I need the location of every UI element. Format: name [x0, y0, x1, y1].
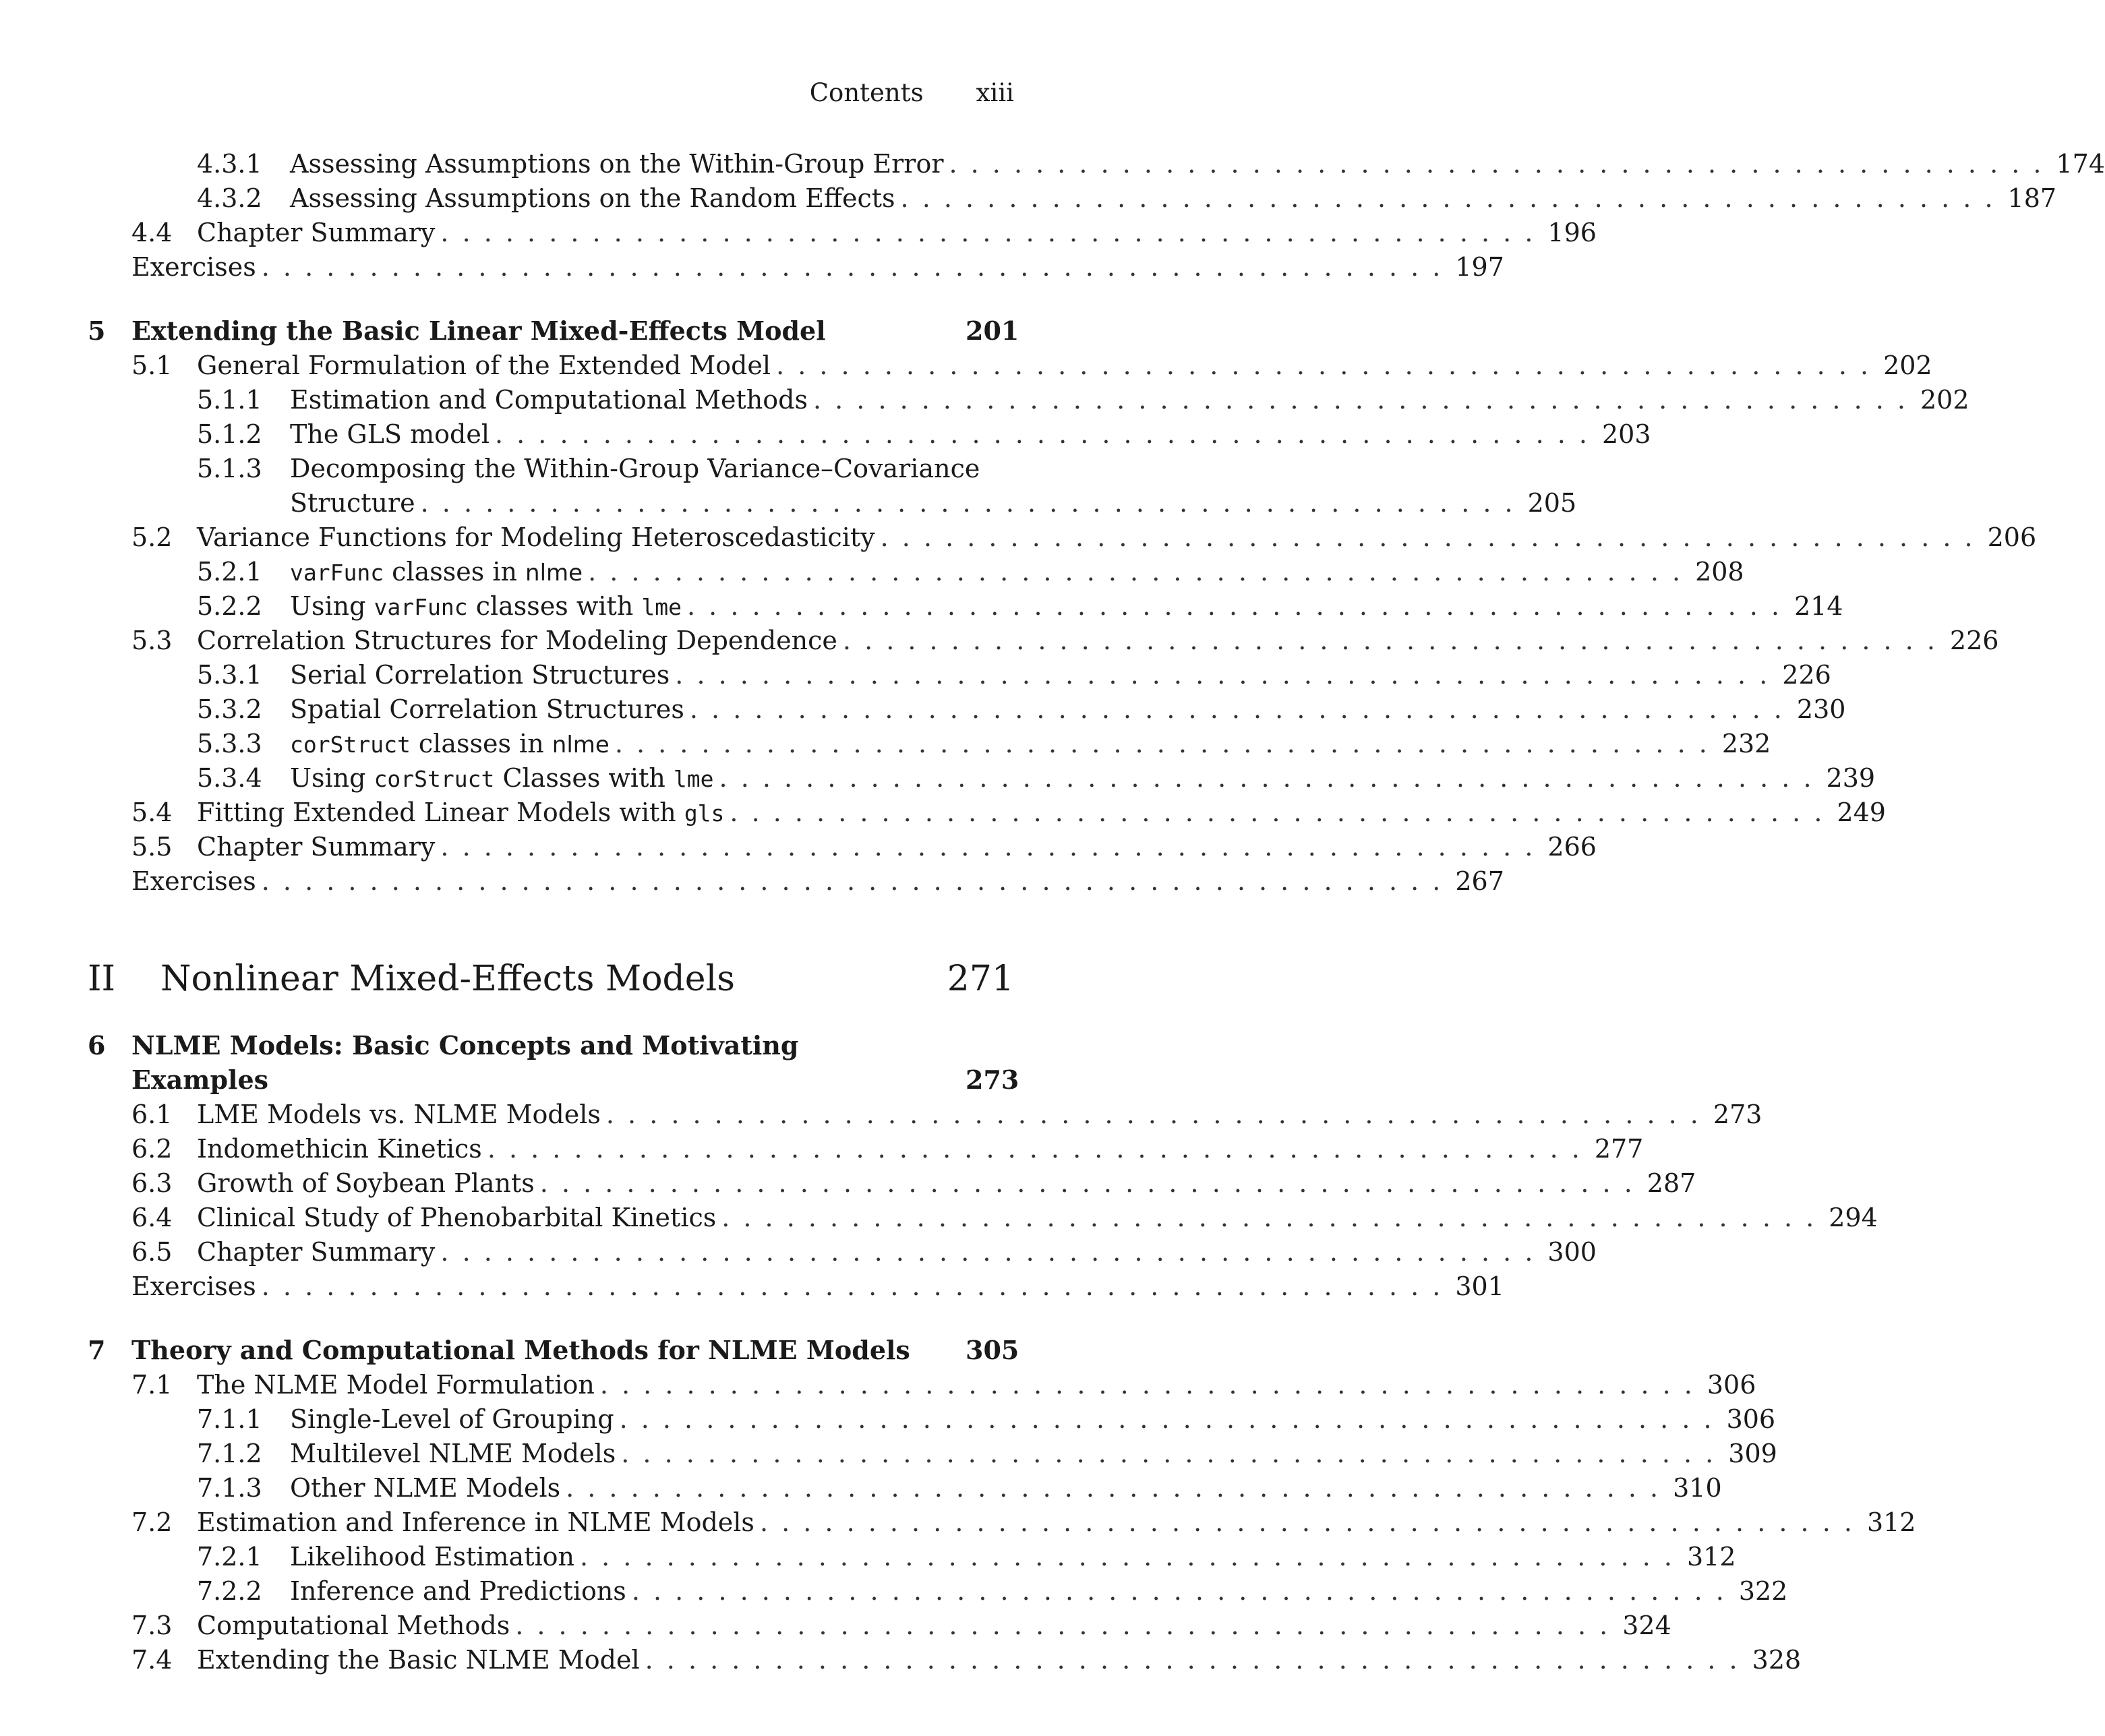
entry-title: Assessing Assumptions on the Within-Group Error — [290, 149, 944, 179]
toc-entry-5-3[interactable] — [0, 624, 1999, 657]
entry-title: Indomethicin Kinetics — [197, 1134, 482, 1164]
entry-title: Chapter Summary — [197, 1237, 436, 1267]
code-corstruct: corStruct — [290, 731, 411, 758]
entry-page: 267 — [1455, 866, 1504, 896]
toc-entry-5-1-3-cont[interactable] — [0, 486, 1577, 520]
entry-number: 7.2.1 — [197, 1542, 262, 1572]
entry-number: 5.3.4 — [197, 763, 262, 793]
dot-leader: . . . . . . . . . . . . . . . . . . . . . . . . . . . . . . . . . . . . . . . . . . . . . . . . . . . — [579, 1542, 1675, 1572]
chapter-title: Extending the Basic Linear Mixed-Effects Model — [131, 316, 826, 346]
entry-page: 324 — [1622, 1611, 1671, 1640]
entry-number: 4.4 — [131, 218, 173, 247]
toc-entry-7-2-2[interactable] — [0, 1574, 1788, 1608]
dot-leader: . . . . . . . . . . . . . . . . . . . . . . . . . . . . . . . . . . . . . . . . . . . . . . . . . . . — [721, 1203, 1817, 1232]
package-nlme: nlme — [552, 731, 610, 758]
toc-entry-6-1[interactable] — [0, 1098, 1762, 1131]
entry-page: 187 — [2007, 183, 2057, 213]
entry-title: Estimation and Computational Methods — [290, 385, 808, 415]
chapter-number: 5 — [88, 316, 106, 346]
entry-title: Growth of Soybean Plants — [197, 1168, 535, 1198]
toc-entry-7-1-3[interactable] — [0, 1471, 1722, 1505]
entry-number: 5.2.1 — [197, 557, 262, 587]
dot-leader: . . . . . . . . . . . . . . . . . . . . . . . . . . . . . . . . . . . . . . . . . . . . . . . . . . . — [605, 1100, 1701, 1129]
dot-leader: . . . . . . . . . . . . . . . . . . . . . . . . . . . . . . . . . . . . . . . . . . . . . . . . . . . — [599, 1370, 1695, 1400]
entry-page: 312 — [1686, 1542, 1736, 1572]
entry-title: Other NLME Models — [290, 1473, 561, 1503]
entry-page: 309 — [1728, 1439, 1777, 1468]
entry-title: The GLS model — [290, 419, 490, 449]
title-mid: classes with — [467, 591, 642, 621]
toc-entry-5-1[interactable] — [0, 349, 1932, 382]
toc-chapter-7[interactable] — [0, 1334, 1081, 1367]
entry-number: 5.1 — [131, 351, 173, 380]
entry-page: 208 — [1695, 557, 1744, 587]
entry-page: 301 — [1455, 1271, 1504, 1301]
entry-page: 300 — [1547, 1237, 1597, 1267]
entry-title: Correlation Structures for Modeling Dependence — [197, 626, 837, 655]
dot-leader: . . . . . . . . . . . . . . . . . . . . . . . . . . . . . . . . . . . . . . . . . . . . . . . . . . . — [675, 660, 1771, 690]
entry-title: Chapter Summary — [197, 832, 436, 862]
dot-leader: . . . . . . . . . . . . . . . . . . . . . . . . . . . . . . . . . . . . . . . . . . . . . . . . . . . — [689, 694, 1785, 724]
dot-leader: . . . . . . . . . . . . . . . . . . . . . . . . . . . . . . . . . . . . . . . . . . . . . . . . . . . — [842, 626, 1938, 655]
entry-title: Chapter Summary — [197, 218, 436, 247]
toc-entry-4-4[interactable] — [0, 216, 1597, 249]
dot-leader: . . . . . . . . . . . . . . . . . . . . . . . . . . . . . . . . . . . . . . . . . . . . . . . . . . . — [588, 557, 1684, 587]
dot-leader: . . . . . . . . . . . . . . . . . . . . . . . . . . . . . . . . . . . . . . . . . . . . . . . . . . . — [539, 1168, 1635, 1198]
entry-page: 266 — [1547, 832, 1597, 862]
entry-page: 277 — [1594, 1134, 1644, 1164]
title-pre: Using — [290, 591, 374, 621]
dot-leader: . . . . . . . . . . . . . . . . . . . . . . . . . . . . . . . . . . . . . . . . . . . . . . . . . . . — [440, 832, 1536, 862]
entry-number: 7.1.2 — [197, 1439, 262, 1468]
entry-page: 310 — [1673, 1473, 1722, 1503]
entry-number: 5.3.3 — [197, 729, 262, 758]
entry-page: 232 — [1721, 729, 1771, 758]
entry-title: Spatial Correlation Structures — [290, 694, 684, 724]
entry-title — [290, 761, 714, 796]
dot-leader: . . . . . . . . . . . . . . . . . . . . . . . . . . . . . . . . . . . . . . . . . . . . . . . . . . . — [900, 183, 1996, 213]
toc-entry-5-3-3[interactable] — [0, 727, 1771, 760]
entry-title: Likelihood Estimation — [290, 1542, 574, 1572]
entry-title: Estimation and Inference in NLME Models — [197, 1507, 754, 1537]
entry-number: 7.1 — [131, 1370, 173, 1400]
dot-leader: . . . . . . . . . . . . . . . . . . . . . . . . . . . . . . . . . . . . . . . . . . . . . . . . . . . — [440, 218, 1536, 247]
entry-number: 6.5 — [131, 1237, 173, 1267]
entry-page: 202 — [1883, 351, 1932, 380]
running-header — [810, 76, 1014, 109]
toc-entry-6-5[interactable] — [0, 1235, 1597, 1269]
toc-entry-5-1-2[interactable] — [0, 417, 1651, 451]
title-mid: Classes with — [494, 763, 674, 793]
entry-page: 306 — [1707, 1370, 1756, 1400]
part-number: II — [88, 959, 116, 999]
entry-title — [290, 555, 583, 590]
entry-number: 7.1.3 — [197, 1473, 262, 1503]
toc-entry-5-4[interactable] — [0, 796, 1886, 829]
toc-entry-6-2[interactable] — [0, 1132, 1644, 1166]
toc-entry-exercises-5[interactable] — [0, 864, 1504, 898]
toc-entry-7-3[interactable] — [0, 1609, 1671, 1642]
toc-entry-5-2-2[interactable] — [0, 589, 1843, 623]
entry-page: 239 — [1826, 763, 1876, 793]
dot-leader: . . . . . . . . . . . . . . . . . . . . . . . . . . . . . . . . . . . . . . . . . . . . . . . . . . . — [515, 1611, 1611, 1640]
entry-page: 214 — [1794, 591, 1843, 621]
entry-number: 4.3.1 — [197, 149, 262, 179]
entry-title: Single-Level of Grouping — [290, 1404, 614, 1434]
entry-title: Inference and Predictions — [290, 1576, 626, 1606]
title-pre: Fitting Extended Linear Models with — [197, 798, 684, 827]
entry-page: 226 — [1949, 626, 1999, 655]
chapter-number: 7 — [88, 1335, 106, 1365]
chapter-page: 273 — [966, 1065, 1019, 1095]
toc-entry-7-1-2[interactable] — [0, 1437, 1777, 1470]
entry-title — [197, 796, 724, 831]
dot-leader: . . . . . . . . . . . . . . . . . . . . . . . . . . . . . . . . . . . . . . . . . . . . . . . . . . . — [494, 419, 1590, 449]
entry-page: 226 — [1782, 660, 1831, 690]
entry-number: 7.2.2 — [197, 1576, 262, 1606]
toc-chapter-6-cont[interactable] — [0, 1063, 1081, 1097]
toc-entry-7-2-1[interactable] — [0, 1540, 1736, 1574]
entry-number: 5.1.3 — [197, 454, 262, 483]
entry-page: 328 — [1752, 1645, 1802, 1675]
entry-page: 205 — [1527, 488, 1577, 518]
entry-number: 4.3.2 — [197, 183, 262, 213]
entry-title: Clinical Study of Phenobarbital Kinetics — [197, 1203, 717, 1232]
dot-leader: . . . . . . . . . . . . . . . . . . . . . . . . . . . . . . . . . . . . . . . . . . . . . . . . . . . . . . . — [261, 866, 1444, 896]
title-mid: classes in — [410, 729, 552, 758]
toc-entry-5-3-2[interactable] — [0, 692, 1846, 726]
toc-entry-5-2-1[interactable] — [0, 555, 1744, 589]
dot-leader: . . . . . . . . . . . . . . . . . . . . . . . . . . . . . . . . . . . . . . . . . . . . . . . . . . . — [687, 591, 1782, 621]
entry-title: LME Models vs. NLME Models — [197, 1100, 601, 1129]
dot-leader: . . . . . . . . . . . . . . . . . . . . . . . . . . . . . . . . . . . . . . . . . . . . . . . . . . . — [645, 1645, 1740, 1675]
toc-entry-exercises-4[interactable] — [0, 250, 1504, 284]
dot-leader: . . . . . . . . . . . . . . . . . . . . . . . . . . . . . . . . . . . . . . . . . . . . . . . . . . . — [880, 522, 1976, 552]
entry-number: 5.1.2 — [197, 419, 262, 449]
entry-page: 206 — [1987, 522, 2037, 552]
dot-leader: . . . . . . . . . . . . . . . . . . . . . . . . . . . . . . . . . . . . . . . . . . . . . . . . . . . — [719, 763, 1814, 793]
entry-number: 5.2.2 — [197, 591, 262, 621]
entry-title: General Formulation of the Extended Model — [197, 351, 771, 380]
entry-title: Exercises — [131, 1271, 256, 1301]
code-varfunc: varFunc — [290, 560, 384, 586]
entry-title: Exercises — [131, 866, 256, 896]
toc-chapter-6[interactable] — [0, 1029, 1081, 1062]
header-page-number: xiii — [976, 78, 1014, 107]
dot-leader: . . . . . . . . . . . . . . . . . . . . . . . . . . . . . . . . . . . . . . . . . . . . . . . . . . . — [487, 1134, 1582, 1164]
entry-page: 203 — [1601, 419, 1651, 449]
toc-entry-5-2[interactable] — [0, 520, 2037, 554]
entry-number: 5.3 — [131, 626, 173, 655]
dot-leader: . . . . . . . . . . . . . . . . . . . . . . . . . . . . . . . . . . . . . . . . . . . . . . . . . . . — [949, 149, 2044, 179]
entry-number: 6.4 — [131, 1203, 173, 1232]
dot-leader: . . . . . . . . . . . . . . . . . . . . . . . . . . . . . . . . . . . . . . . . . . . . . . . . . . . — [420, 488, 1516, 518]
toc-entry-4-3-2[interactable] — [0, 181, 2057, 215]
entry-number: 5.4 — [131, 798, 173, 827]
entry-number: 5.3.2 — [197, 694, 262, 724]
toc-entry-5-3-1[interactable] — [0, 658, 1831, 692]
entry-number: 5.3.1 — [197, 660, 262, 690]
dot-leader: . . . . . . . . . . . . . . . . . . . . . . . . . . . . . . . . . . . . . . . . . . . . . . . . . . . . . . . — [261, 252, 1444, 282]
chapter-title-line1: NLME Models: Basic Concepts and Motivating — [131, 1030, 799, 1060]
header-title: Contents — [809, 78, 924, 107]
entry-title: Multilevel NLME Models — [290, 1439, 616, 1468]
dot-leader: . . . . . . . . . . . . . . . . . . . . . . . . . . . . . . . . . . . . . . . . . . . . . . . . . . . — [619, 1404, 1715, 1434]
toc-entry-6-4[interactable] — [0, 1201, 1878, 1234]
dot-leader: . . . . . . . . . . . . . . . . . . . . . . . . . . . . . . . . . . . . . . . . . . . . . . . . . . . — [440, 1237, 1536, 1267]
entry-number: 6.3 — [131, 1168, 173, 1198]
entry-number: 6.2 — [131, 1134, 173, 1164]
entry-page: 294 — [1829, 1203, 1878, 1232]
entry-title: Variance Functions for Modeling Heteroscedasticity — [197, 522, 875, 552]
dot-leader: . . . . . . . . . . . . . . . . . . . . . . . . . . . . . . . . . . . . . . . . . . . . . . . . . . . — [614, 729, 1710, 758]
dot-leader: . . . . . . . . . . . . . . . . . . . . . . . . . . . . . . . . . . . . . . . . . . . . . . . . . . . — [759, 1507, 1855, 1537]
code-corstruct: corStruct — [374, 766, 495, 792]
entry-number: 5.2 — [131, 522, 173, 552]
dot-leader: . . . . . . . . . . . . . . . . . . . . . . . . . . . . . . . . . . . . . . . . . . . . . . . . . . . — [812, 385, 1908, 415]
entry-number: 7.3 — [131, 1611, 173, 1640]
toc-entry-7-1[interactable] — [0, 1368, 1756, 1402]
entry-number: 5.1.1 — [197, 385, 262, 415]
entry-title: Exercises — [131, 252, 256, 282]
entry-page: 322 — [1738, 1576, 1788, 1606]
package-nlme: nlme — [525, 560, 583, 587]
entry-page: 273 — [1713, 1100, 1762, 1129]
dot-leader: . . . . . . . . . . . . . . . . . . . . . . . . . . . . . . . . . . . . . . . . . . . . . . . . . . . . . . . — [261, 1271, 1444, 1301]
dot-leader: . . . . . . . . . . . . . . . . . . . . . . . . . . . . . . . . . . . . . . . . . . . . . . . . . . . — [730, 798, 1825, 827]
code-gls: gls — [684, 800, 725, 827]
toc-entry-5-1-1[interactable] — [0, 383, 1969, 417]
entry-title — [290, 589, 682, 624]
toc-entry-5-3-4[interactable] — [0, 761, 1876, 795]
entry-number: 7.2 — [131, 1507, 173, 1537]
toc-entry-exercises-6[interactable] — [0, 1269, 1504, 1303]
dot-leader: . . . . . . . . . . . . . . . . . . . . . . . . . . . . . . . . . . . . . . . . . . . . . . . . . . . — [776, 351, 1872, 380]
entry-title: Assessing Assumptions on the Random Effects — [290, 183, 895, 213]
part-page: 271 — [947, 959, 1014, 999]
entry-number: 6.1 — [131, 1100, 173, 1129]
chapter-number: 6 — [88, 1030, 106, 1060]
dot-leader: . . . . . . . . . . . . . . . . . . . . . . . . . . . . . . . . . . . . . . . . . . . . . . . . . . . — [621, 1439, 1717, 1468]
entry-title: The NLME Model Formulation — [197, 1370, 595, 1400]
entry-title: Computational Methods — [197, 1611, 510, 1640]
chapter-page: 305 — [966, 1335, 1019, 1365]
chapter-page: 201 — [966, 316, 1019, 346]
chapter-title-line2: Examples — [131, 1065, 269, 1095]
entry-title: Serial Correlation Structures — [290, 660, 670, 690]
code-lme: lme — [673, 766, 714, 792]
entry-page: 174 — [2056, 149, 2105, 179]
toc-entry-7-4[interactable] — [0, 1643, 1802, 1677]
entry-title: Decomposing the Within-Group Variance–Covariance — [290, 454, 980, 483]
toc-entry-7-1-1[interactable] — [0, 1402, 1776, 1436]
entry-title: Extending the Basic NLME Model — [197, 1645, 640, 1675]
chapter-title: Theory and Computational Methods for NLME Models — [131, 1335, 910, 1365]
toc-entry-7-2[interactable] — [0, 1505, 1916, 1539]
toc-entry-4-3-1[interactable] — [0, 147, 2105, 181]
entry-page: 249 — [1837, 798, 1886, 827]
entry-page: 197 — [1455, 252, 1504, 282]
code-lme: lme — [641, 594, 682, 620]
entry-number: 7.4 — [131, 1645, 173, 1675]
entry-number: 7.1.1 — [197, 1404, 262, 1434]
entry-page: 306 — [1726, 1404, 1776, 1434]
toc-part-2[interactable] — [0, 955, 1081, 1002]
entry-page: 312 — [1866, 1507, 1916, 1537]
code-varfunc: varFunc — [374, 594, 468, 620]
toc-chapter-5[interactable] — [0, 314, 1081, 348]
entry-title: Structure — [290, 488, 415, 518]
entry-page: 287 — [1647, 1168, 1696, 1198]
dot-leader: . . . . . . . . . . . . . . . . . . . . . . . . . . . . . . . . . . . . . . . . . . . . . . . . . . . — [631, 1576, 1727, 1606]
entry-page: 196 — [1547, 218, 1597, 247]
title-pre: Using — [290, 763, 374, 793]
toc-entry-6-3[interactable] — [0, 1166, 1696, 1200]
entry-page: 230 — [1796, 694, 1846, 724]
entry-number: 5.5 — [131, 832, 173, 862]
entry-page: 202 — [1920, 385, 1969, 415]
part-title: Nonlinear Mixed-Effects Models — [160, 959, 735, 999]
title-mid: classes in — [384, 557, 526, 587]
toc-entry-5-1-3[interactable] — [0, 452, 1081, 485]
toc-entry-5-5[interactable] — [0, 830, 1597, 864]
entry-title — [290, 727, 610, 762]
dot-leader: . . . . . . . . . . . . . . . . . . . . . . . . . . . . . . . . . . . . . . . . . . . . . . . . . . . — [566, 1473, 1661, 1503]
